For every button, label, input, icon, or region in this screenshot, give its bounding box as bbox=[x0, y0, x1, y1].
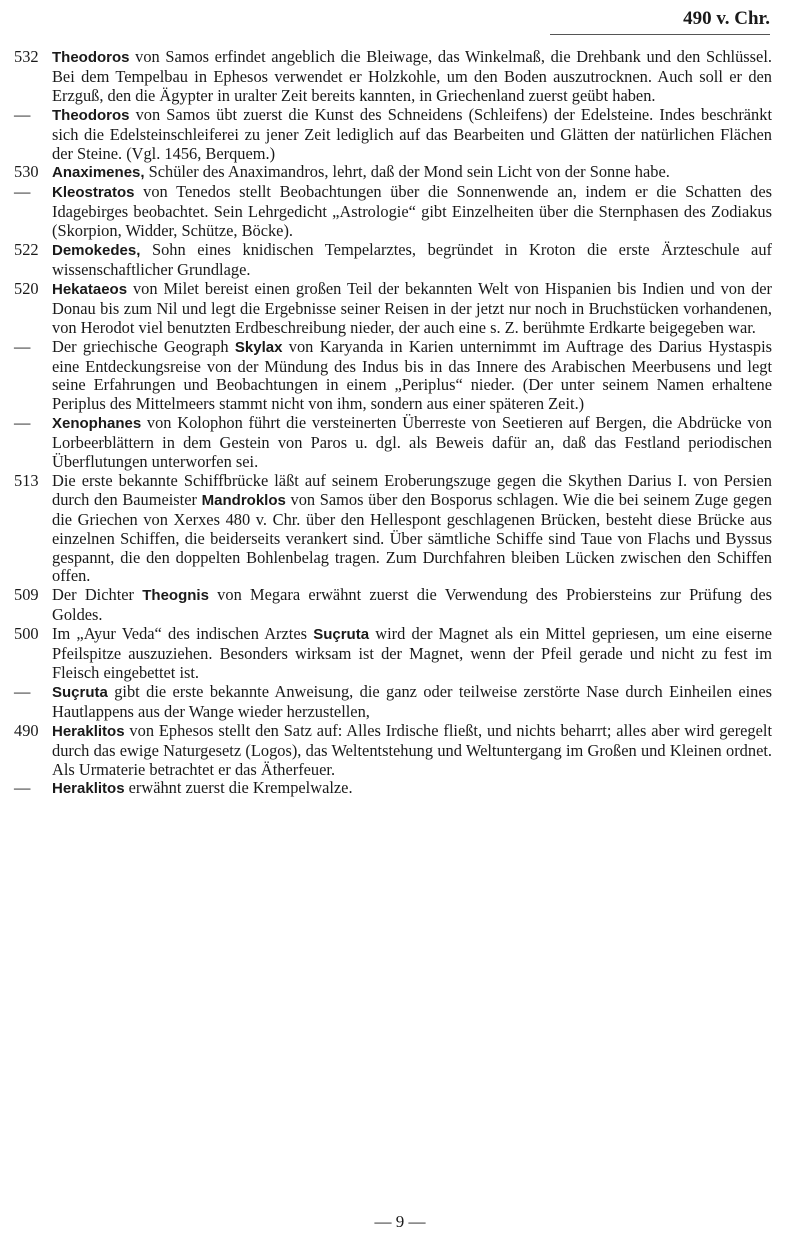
entry-text: von Kolophon führt die versteinerten Überreste von Seetieren auf Bergen, die Abdrücke von Lorbeerblättern in dem Gestein von Paros u. dgl. als Beweis dafür an, daß das Festland periodischen Überflutungen unterworfen sei. bbox=[52, 413, 772, 472]
entry-year: 520 bbox=[14, 278, 39, 298]
entry bbox=[14, 48, 772, 106]
entry-year: 532 bbox=[14, 47, 39, 66]
entry bbox=[14, 163, 772, 183]
entry-year: 513 bbox=[14, 470, 39, 490]
entry bbox=[14, 338, 772, 415]
entry-text: von Samos erfindet angeblich die Bleiwage, das Winkelmaß, die Drehbank und den Schlüssel. Bei dem Tempelbau in Ephesos verwendet er Holzkohle, um den Boden auszutrocknen. Auch soll er den Erzguß, den die Ägypter in uralter Zeit bereits kannten, in Griechenland zuerst geübt haben. bbox=[52, 47, 772, 105]
entry-text: von Samos übt zuerst die Kunst des Schneidens (Schleifens) der Edelsteine. Indes beschränkt sich die Edelsteinschleiferei zu jener Zeit lediglich auf das Bearbeiten und Glätten der natürlichen Flächen der Steine. (Vgl. 1456, Berquem.) bbox=[52, 104, 772, 163]
entry-name: Kleostratos bbox=[52, 184, 135, 202]
entry-year: — bbox=[14, 182, 31, 202]
entry-text: von Tenedos stellt Beobachtungen über die Sonnenwende an, indem er die Schatten des Idagebirges beobachtet. Sein Lehrgedicht „Astrologie“ gibt Einzelheiten über die Sternphasen des Zodiakus (Skorpion, Widder, Schütze, Böcke). bbox=[52, 182, 772, 241]
entry-text: Schüler des Anaximandros, lehrt, daß der Mond sein Licht von der Sonne habe. bbox=[144, 162, 670, 182]
entry-year: — bbox=[14, 104, 31, 124]
entry-name: Suçruta bbox=[52, 683, 108, 701]
entry-text: wird der Magnet als ein Mittel gepriesen, um eine eiserne Pfeilspitze auszuziehen. Besonders wirksam ist der Magnet, wenn der Pfeil gerade und nicht zu fest im Fleisch eingebettet ist. bbox=[52, 624, 772, 682]
entry bbox=[14, 683, 772, 722]
entry bbox=[14, 241, 772, 280]
entry-text: gibt die erste bekannte Anweisung, die ganz oder teilweise zerstörte Nase durch Einheilen eines Hautlappens aus der Wange wieder herzustellen, bbox=[52, 681, 772, 721]
entry bbox=[14, 722, 772, 780]
entry-text: von Milet bereist einen großen Teil der bekannten Welt von Hispanien bis Indien und von der Donau bis zum Nil und legt die Ergebnisse seiner Reisen in der jetzt nur noch in Bruchstücken vorhandenen, von Herodot viel benutzten Erdbeschreibung nieder, der auch eine s. Z. berühmte Erdkarte beigegeben war. bbox=[52, 278, 772, 337]
chronology-entries bbox=[14, 48, 772, 799]
entry bbox=[14, 586, 772, 625]
entry-pre-text: Der Dichter bbox=[52, 585, 143, 605]
entry-name: Anaximenes, bbox=[52, 164, 145, 182]
entry-year: — bbox=[14, 681, 31, 701]
entry-name: Theodoros bbox=[52, 49, 130, 66]
entry-pre-text: Der griechische Geograph bbox=[52, 336, 235, 356]
running-header: 490 v. Chr. bbox=[683, 8, 770, 29]
entry-year: — bbox=[14, 336, 31, 356]
entry bbox=[14, 183, 772, 241]
entry-name: Heraklitos bbox=[52, 780, 125, 798]
entry-name: Hekataeos bbox=[52, 280, 128, 298]
entry bbox=[14, 472, 772, 586]
entry-text: von Megara erwähnt zuerst die Verwendung des Probiersteins zur Prüfung des Goldes. bbox=[52, 585, 772, 625]
entry-name: Heraklitos bbox=[52, 722, 125, 740]
entry-year: 522 bbox=[14, 240, 39, 260]
header-rule bbox=[550, 34, 770, 35]
entry-text: von Samos über den Bosporus schlagen. Wie die bei seinem Zuge gegen die Griechen von Xerxes 480 v. Chr. über den Hellespont geschlagenen Brücken, besteht diese Brücke aus einzelnen Schiffen, die beiderseits verankert sind. Über sämtliche Schiffe sind Taue von Flachs und Byssus gespannt, die den doppelten Bohlenbelag tragen. Zum Durchfahren bleiben Lücken zwischen den Schiffen offen. bbox=[52, 489, 772, 586]
entry bbox=[14, 414, 772, 472]
entry-text: von Ephesos stellt den Satz auf: Alles Irdische fließt, und nichts beharrt; alles aber wird geregelt durch das ewige Naturgesetz (Logos), das Weltentstehung und Weltuntergang im Großen und Kleinen ordnet. Als Urmaterie betrachtet er das Ätherfeuer. bbox=[52, 720, 772, 779]
entry-name: Mandroklos bbox=[201, 491, 286, 509]
entry bbox=[14, 106, 772, 164]
entry-name: Theognis bbox=[142, 587, 209, 605]
entry-year: 490 bbox=[14, 720, 39, 740]
entry-pre-text: Im „Ayur Veda“ des indischen Arztes bbox=[52, 624, 314, 644]
entry-year: — bbox=[14, 778, 31, 798]
entry-text: erwähnt zuerst die Krempelwalze. bbox=[124, 778, 353, 798]
entry-name: Theodoros bbox=[52, 106, 130, 124]
entry-text: von Karyanda in Karien unternimmt im Auftrage des Darius Hystaspis eine Entdeckungsreise von der Mündung des Indus bis in das Innere des Arabischen Meerbusens und legt seine Erfahrungen und Beobachtungen in einem „Periplus“ nieder. (Der unter seinem Namen erhaltene Periplus des Mittelmeers stammt nicht von ihm, sondern aus einer späteren Zeit.) bbox=[52, 336, 773, 414]
entry-text: Sohn eines knidischen Tempelarztes, begründet in Kroton die erste Ärzteschule auf wissenschaftlicher Grundlage. bbox=[52, 240, 772, 279]
entry-name: Skylax bbox=[234, 338, 283, 356]
entry-pre-text: Die erste bekannte Schiffbrücke läßt auf seinem Eroberungszuge gegen die Skythen Darius I. von Persien durch den Baumeister bbox=[52, 470, 772, 509]
entry-name: Xenophanes bbox=[52, 415, 142, 433]
entry bbox=[14, 625, 772, 683]
entry-year: 509 bbox=[14, 585, 39, 605]
entry-year: 500 bbox=[14, 624, 39, 644]
entry-year: — bbox=[14, 413, 31, 433]
entry bbox=[14, 280, 772, 338]
entry bbox=[14, 779, 772, 799]
page-number: — 9 — bbox=[374, 1212, 426, 1231]
entry-name: Suçruta bbox=[313, 626, 370, 644]
entry-year: 530 bbox=[14, 162, 39, 182]
entry-name: Demokedes, bbox=[52, 242, 141, 260]
